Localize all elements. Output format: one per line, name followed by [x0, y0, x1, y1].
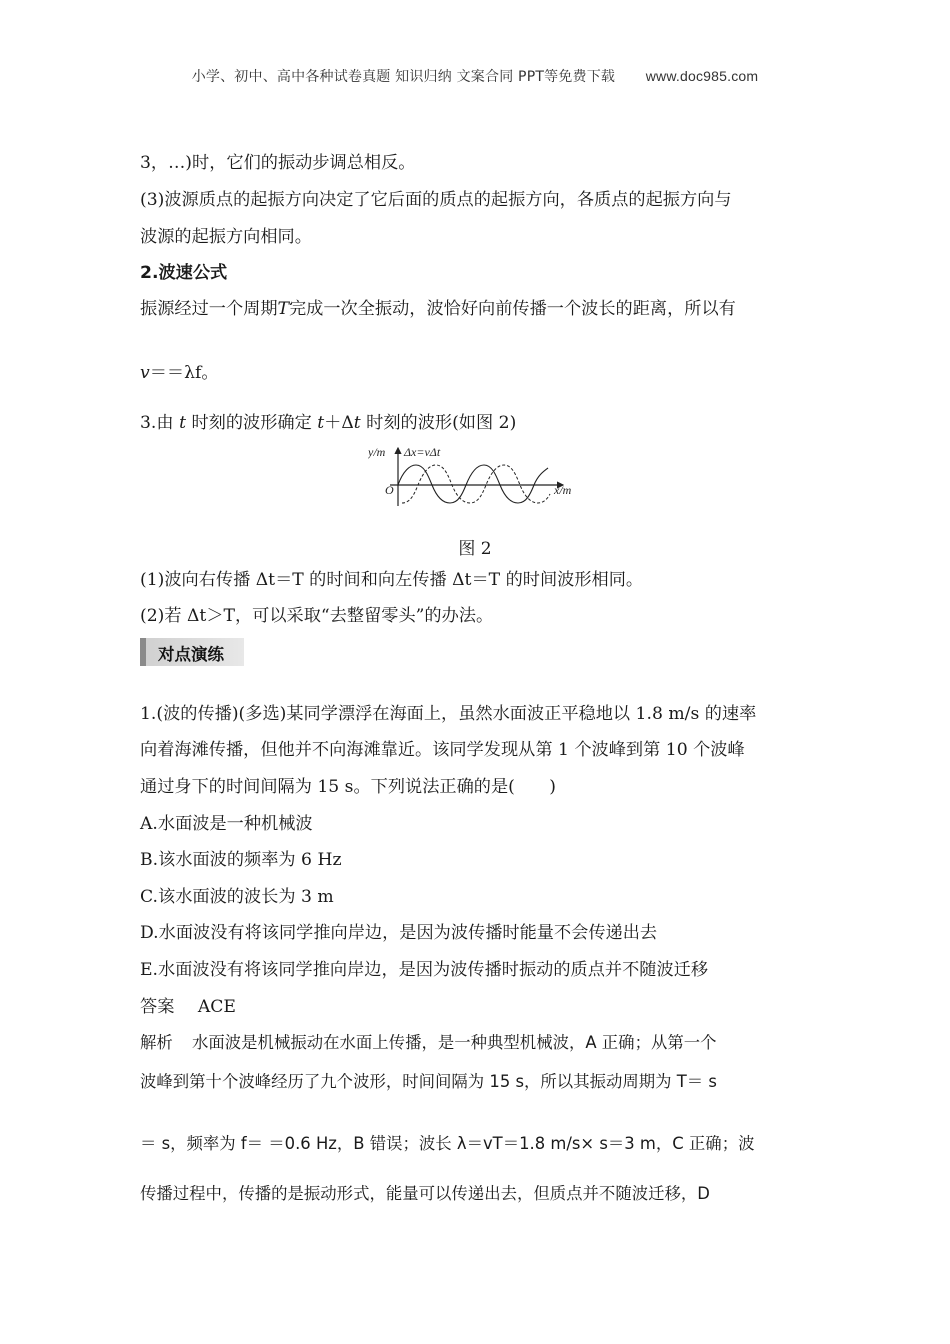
analysis-label: 解析 [140, 1033, 173, 1052]
analysis-line-4: 传播过程中，传播的是振动形式，能量可以传递出去，但质点并不随波迁移，D [140, 1184, 710, 1203]
body-line-1: 3，…)时，它们的振动步调总相反。 [140, 153, 416, 173]
section-banner-mark [140, 638, 146, 666]
analysis-line-3: ＝ s，频率为 f＝ ＝0.6 Hz，B 错误；波长 λ＝vT＝1.8 m/s× s＝3 m，C 正确；波 [140, 1134, 755, 1153]
analysis-line-1: 解析 水面波是机械振动在水面上传播，是一种典型机械波，A 正确；从第一个 [140, 1033, 717, 1052]
answer-line [140, 996, 236, 1018]
x-axis-label: x/m [554, 483, 572, 497]
body-point-1: (1)波向右传播 Δt＝T 的时间和向左传播 Δt＝T 的时间波形相同。 [140, 570, 644, 590]
answer-label: 答案 [140, 997, 175, 1017]
body-line-2: (3)波源质点的起振方向决定了它后面的质点的起振方向，各质点的起振方向与 [140, 190, 732, 210]
header-text: 小学、初中、高中各种试卷真题 知识归纳 文案合同 PPT等免费下载 [191, 69, 616, 85]
origin-label: O [385, 483, 394, 497]
y-axis-label: y/m [368, 445, 386, 459]
option-a: A.水面波是一种机械波 [140, 814, 313, 834]
figure-caption: 图 2 [458, 539, 492, 559]
answer-value: ACE [197, 997, 236, 1017]
option-b: B.该水面波的频率为 6 Hz [140, 850, 342, 870]
formula-wave-speed: v＝＝λf。 [140, 363, 219, 383]
heading-wave-speed: 2.波速公式 [140, 263, 228, 283]
question-line-2: 向着海滩传播，但他并不向海滩靠近。该同学发现从第 1 个波峰到第 10 个波峰 [140, 740, 745, 760]
body-line-3: 波源的起振方向相同。 [140, 227, 312, 247]
section-title: 对点演练 [158, 645, 224, 664]
header-url[interactable]: www.doc985.com [645, 68, 759, 84]
delta-x-label: Δx=vΔt [404, 445, 441, 459]
page-header [0, 66, 950, 86]
analysis-line-2: 波峰到第十个波峰经历了九个波形，时间间隔为 15 s，所以其振动周期为 T＝ s [140, 1072, 717, 1091]
question-line-3: 通过身下的时间间隔为 15 s。下列说法正确的是( ) [140, 777, 556, 797]
question-line-1: 1.(波的传播)(多选)某同学漂浮在海面上，虽然水面波正平稳地以 1.8 m/s 的速率 [140, 704, 757, 724]
option-c: C.该水面波的波长为 3 m [140, 887, 334, 907]
body-point-2: (2)若 Δt＞T，可以采取“去整留零头”的办法。 [140, 606, 494, 626]
option-e: E.水面波没有将该同学推向岸边，是因为波传播时振动的质点并不随波迁移 [140, 960, 709, 980]
wave-figure [368, 442, 588, 512]
body-line-4: 振源经过一个周期T完成一次全振动，波恰好向前传播一个波长的距离，所以有 [140, 299, 736, 319]
option-d: D.水面波没有将该同学推向岸边，是因为波传播时能量不会传递出去 [140, 923, 658, 943]
heading-waveform: 3.由 t 时刻的波形确定 t＋Δt 时刻的波形(如图 2) [140, 413, 517, 433]
section-banner [140, 638, 244, 666]
wave-solid [398, 465, 548, 503]
